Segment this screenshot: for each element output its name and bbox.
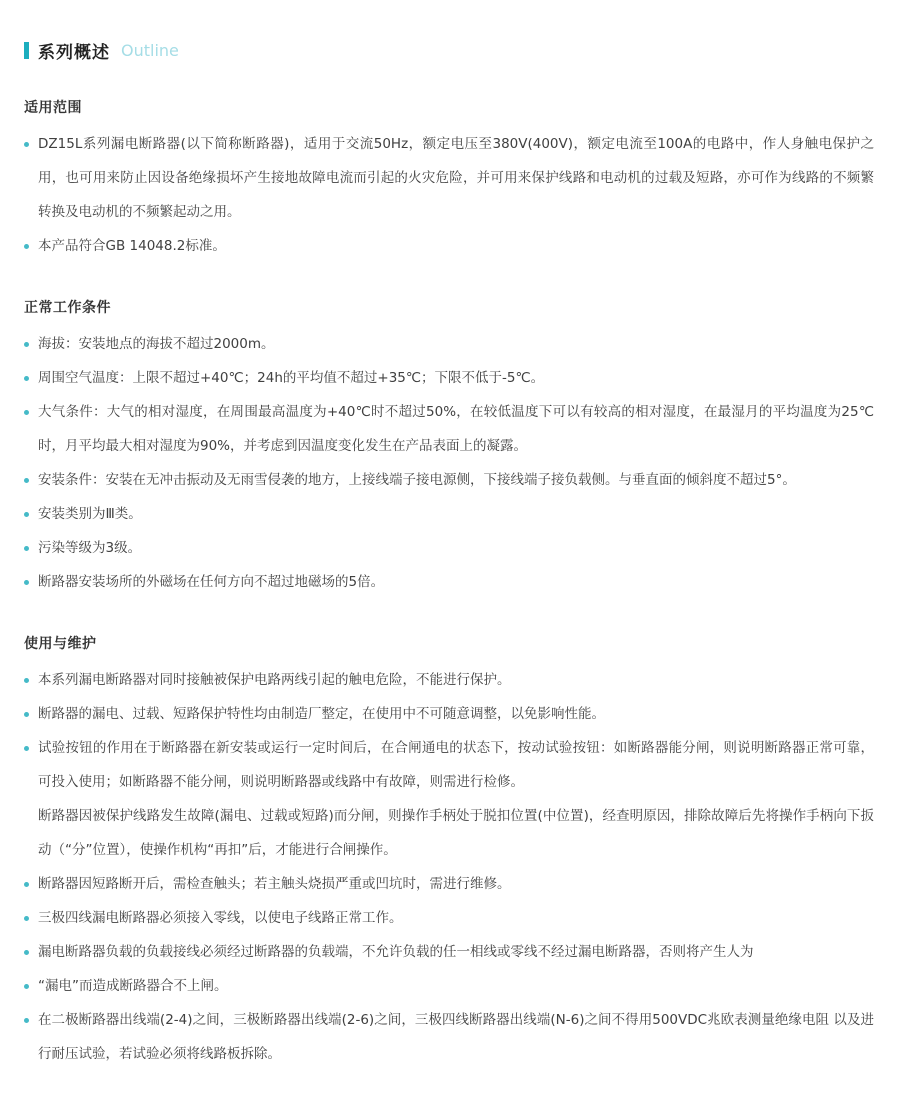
paragraph: 断路器安装场所的外磁场在任何方向不超过地磁场的5倍。 — [38, 574, 385, 590]
page-title: 系列概述 — [38, 43, 110, 63]
paragraph: 在二极断路器出线端(2-4)之间，三极断路器出线端(2-6)之间，三极四线断路器出线端(N-6)之间不得用500VDC兆欧表测量绝缘电阻 以及进行耐压试验，若试验必须将线路板拆除。 — [38, 1012, 874, 1062]
list-item-text — [38, 663, 874, 697]
bullet-icon — [24, 950, 29, 955]
paragraph: 断路器因被保护线路发生故障(漏电、过载或短路)而分闸，则操作手柄处于脱扣位置(中位置)，经查明原因，排除故障后先将操作手柄向下扳动（“分”位置），使操作机构“再扣”后，才能进行合闸操作。 — [38, 808, 874, 858]
list-item — [24, 327, 874, 361]
list-item-text — [38, 395, 874, 463]
list-item-text — [38, 697, 874, 731]
bullet-icon — [24, 546, 29, 551]
list-item — [24, 697, 874, 731]
paragraph: 漏电断路器负载的负载接线必须经过断路器的负载端，不允许负载的任一相线或零线不经过漏电断路器，否则将产生人为 — [38, 944, 754, 960]
list-item — [24, 229, 874, 263]
list-item — [24, 663, 874, 697]
page-subtitle: Outline — [121, 41, 179, 60]
list-item-text — [38, 127, 874, 229]
bullet-icon — [24, 376, 29, 381]
paragraph: 本产品符合GB 14048.2标准。 — [38, 238, 226, 254]
paragraph: 大气条件：大气的相对湿度，在周围最高温度为+40℃时不超过50%，在较低温度下可以有较高的相对湿度，在最湿月的平均温度为25℃时，月平均最大相对湿度为90%，并考虑到因温度变化发生在产品表面上的凝露。 — [38, 404, 874, 454]
list-item-text — [38, 327, 874, 361]
bullet-list — [24, 327, 874, 599]
paragraph: 试验按钮的作用在于断路器在新安装或运行一定时间后，在合闸通电的状态下，按动试验按钮：如断路器能分闸，则说明断路器正常可靠，可投入使用；如断路器不能分闸，则说明断路器或线路中有故障，则需进行检修。 — [38, 740, 874, 790]
list-item — [24, 1003, 874, 1071]
bullet-icon — [24, 244, 29, 249]
section-heading: 适用范围 — [24, 100, 82, 116]
list-item-text — [38, 731, 874, 867]
bullet-icon — [24, 410, 29, 415]
list-item-text — [38, 497, 874, 531]
paragraph: 三极四线漏电断路器必须接入零线，以使电子线路正常工作。 — [38, 910, 403, 926]
list-item — [24, 935, 874, 969]
list-item-text — [38, 463, 874, 497]
document-content — [24, 97, 874, 1071]
list-item — [24, 901, 874, 935]
section-heading: 正常工作条件 — [24, 300, 111, 316]
bullet-icon — [24, 712, 29, 717]
title-accent-bar-icon — [24, 42, 29, 59]
bullet-icon — [24, 916, 29, 921]
list-item-text — [38, 969, 874, 1003]
list-item — [24, 731, 874, 867]
list-item-text — [38, 935, 874, 969]
list-item — [24, 361, 874, 395]
paragraph: 本系列漏电断路器对同时接触被保护电路两线引起的触电危险，不能进行保护。 — [38, 672, 511, 688]
list-item — [24, 497, 874, 531]
list-item — [24, 867, 874, 901]
paragraph: 安装类别为Ⅲ类。 — [38, 506, 142, 522]
list-item-text — [38, 361, 874, 395]
list-item-text — [38, 867, 874, 901]
list-item — [24, 565, 874, 599]
list-item — [24, 531, 874, 565]
list-item-text — [38, 565, 874, 599]
bullet-icon — [24, 746, 29, 751]
list-item-text — [38, 1003, 874, 1071]
bullet-icon — [24, 984, 29, 989]
bullet-icon — [24, 478, 29, 483]
bullet-list — [24, 127, 874, 263]
paragraph: 断路器的漏电、过载、短路保护特性均由制造厂整定，在使用中不可随意调整，以免影响性能。 — [38, 706, 605, 722]
paragraph: “漏电”而造成断路器合不上闸。 — [38, 978, 228, 994]
list-item — [24, 127, 874, 229]
paragraph: DZ15L系列漏电断路器(以下简称断路器)，适用于交流50Hz，额定电压至380V(400V)，额定电流至100A的电路中，作人身触电保护之用，也可用来防止因设备绝缘损坏产生接地故障电流而引起的火灾危险，并可用来保护线路和电动机的过载及短路，亦可作为线路的不频繁转换及电动机的不频繁起动之用。 — [38, 136, 874, 220]
paragraph: 污染等级为3级。 — [38, 540, 142, 556]
bullet-icon — [24, 142, 29, 147]
list-item — [24, 969, 874, 1003]
list-item-text — [38, 229, 874, 263]
bullet-icon — [24, 342, 29, 347]
bullet-icon — [24, 580, 29, 585]
bullet-icon — [24, 512, 29, 517]
bullet-list — [24, 663, 874, 1071]
document-header — [24, 38, 874, 63]
list-item — [24, 463, 874, 497]
paragraph: 安装条件：安装在无冲击振动及无雨雪侵袭的地方，上接线端子接电源侧，下接线端子接负载侧。与垂直面的倾斜度不超过5°。 — [38, 472, 796, 488]
bullet-icon — [24, 1018, 29, 1023]
bullet-icon — [24, 882, 29, 887]
paragraph: 周围空气温度：上限不超过+40℃；24h的平均值不超过+35℃；下限不低于-5℃。 — [38, 370, 545, 386]
list-item-text — [38, 531, 874, 565]
bullet-icon — [24, 678, 29, 683]
list-item — [24, 395, 874, 463]
section-heading: 使用与维护 — [24, 636, 97, 652]
paragraph: 海拔：安装地点的海拔不超过2000m。 — [38, 336, 275, 352]
list-item-text — [38, 901, 874, 935]
paragraph: 断路器因短路断开后，需检查触头；若主触头烧损严重或凹坑时，需进行维修。 — [38, 876, 511, 892]
